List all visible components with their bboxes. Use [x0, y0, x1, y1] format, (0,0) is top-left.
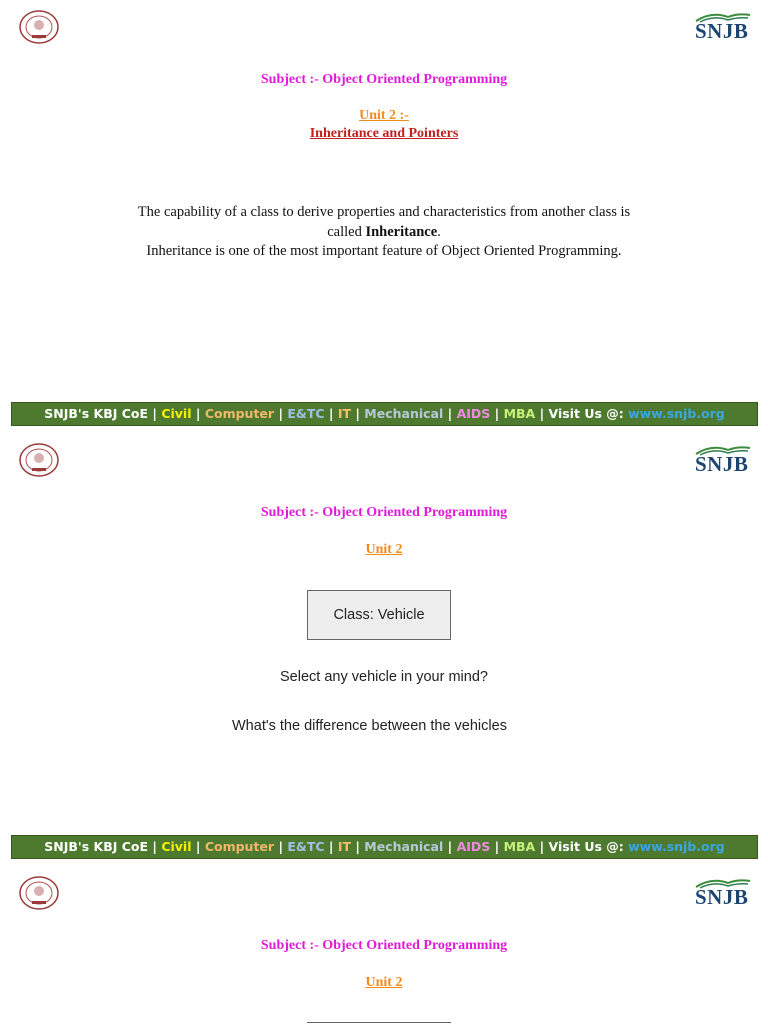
- footer-civil: Civil: [161, 839, 192, 854]
- footer-mba: MBA: [503, 839, 536, 854]
- footer-it: IT: [337, 839, 351, 854]
- footer-url-link[interactable]: www.snjb.org: [628, 406, 725, 421]
- footer-entc: E&TC: [287, 839, 325, 854]
- footer-mechanical: Mechanical: [364, 839, 444, 854]
- footer-college: SNJB's KBJ CoE: [44, 406, 149, 421]
- footer-separator: |: [355, 839, 360, 854]
- footer-entc: E&TC: [287, 406, 325, 421]
- definition-line-2-end: .: [437, 223, 441, 240]
- footer-separator: |: [195, 406, 201, 421]
- definition-line-3: Inheritance is one of the most important feature of Object Oriented Programming.: [146, 243, 622, 259]
- footer-separator: |: [152, 839, 157, 854]
- class-box-partial: [307, 1022, 451, 1027]
- slide-2: [0, 433, 768, 866]
- class-vehicle-box: Class: Vehicle: [307, 590, 451, 640]
- inheritance-term: Inheritance: [365, 223, 438, 240]
- footer-separator: |: [494, 839, 500, 854]
- question-vehicle-difference: What's the difference between the vehicles: [232, 718, 507, 734]
- inheritance-definition: [98, 203, 670, 262]
- unit-heading: Unit 2 :-: [359, 108, 409, 123]
- footer-computer: Computer: [204, 839, 275, 854]
- snjb-logo-text: SNJB: [695, 452, 749, 476]
- footer-college: SNJB's KBJ CoE: [44, 839, 149, 854]
- footer-separator: |: [278, 406, 284, 421]
- definition-line-2: [98, 223, 670, 243]
- snjb-logo: [692, 876, 754, 908]
- footer-separator: |: [328, 839, 334, 854]
- snjb-logo: [692, 10, 754, 42]
- footer-separator: |: [152, 406, 157, 421]
- subject-heading: Subject :- Object Oriented Programming: [260, 505, 508, 520]
- footer-url-link[interactable]: www.snjb.org: [628, 839, 725, 854]
- unit-heading: Unit 2: [365, 975, 403, 990]
- snjb-logo-text: SNJB: [695, 885, 749, 909]
- footer-aids: AIDS: [456, 839, 491, 854]
- footer-computer: Computer: [204, 406, 275, 421]
- footer-separator: |: [539, 406, 545, 421]
- footer-separator: |: [494, 406, 500, 421]
- college-seal-logo: [18, 442, 60, 478]
- footer-mba: MBA: [503, 406, 536, 421]
- slide-1: [0, 0, 768, 433]
- footer-visit: Visit Us @:: [548, 839, 624, 854]
- footer-mechanical: Mechanical: [364, 406, 444, 421]
- footer-separator: |: [195, 839, 201, 854]
- footer-aids: AIDS: [456, 406, 491, 421]
- definition-line-1: The capability of a class to derive properties and characteristics from another class is: [137, 204, 631, 220]
- unit-heading: Unit 2: [365, 542, 403, 557]
- footer-visit: Visit Us @:: [548, 406, 624, 421]
- slide-3: [0, 866, 768, 1024]
- footer-separator: |: [278, 839, 284, 854]
- topic-heading: Inheritance and Pointers: [309, 126, 459, 141]
- footer-separator: |: [539, 839, 545, 854]
- question-select-vehicle: Select any vehicle in your mind?: [280, 669, 488, 685]
- definition-line-2-text: called: [327, 223, 366, 240]
- footer-separator: |: [447, 839, 453, 854]
- footer-separator: |: [355, 406, 360, 421]
- subject-heading: Subject :- Object Oriented Programming: [260, 72, 508, 87]
- footer-separator: |: [447, 406, 453, 421]
- snjb-logo-text: SNJB: [695, 19, 749, 43]
- footer-banner: [11, 402, 758, 426]
- college-seal-logo: [18, 875, 60, 911]
- footer-civil: Civil: [161, 406, 192, 421]
- footer-it: IT: [337, 406, 351, 421]
- college-seal-logo: [18, 9, 60, 45]
- subject-heading: Subject :- Object Oriented Programming: [260, 938, 508, 953]
- footer-separator: |: [328, 406, 334, 421]
- snjb-logo: [692, 443, 754, 475]
- footer-banner: [11, 835, 758, 859]
